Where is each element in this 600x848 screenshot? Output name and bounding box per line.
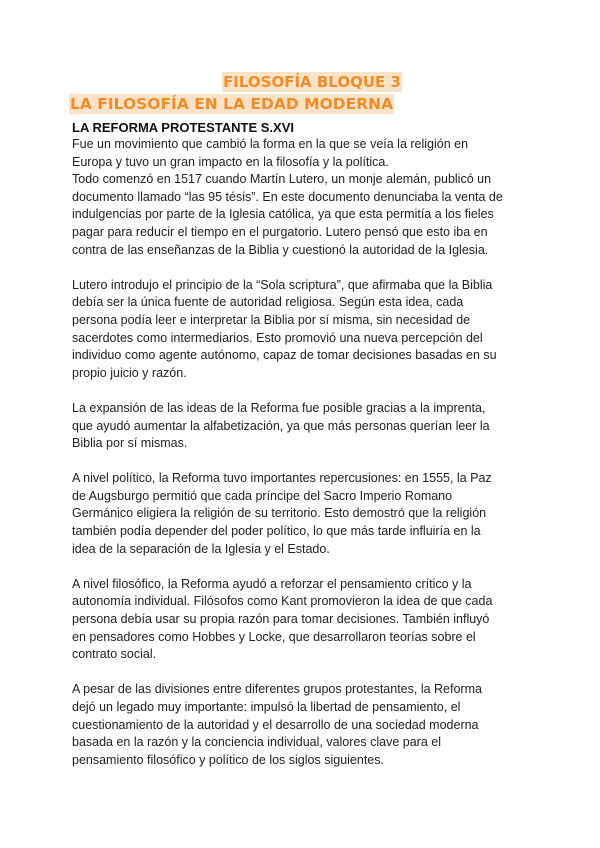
paragraph-line: sacerdotes como intermediarios. Esto promovió una nueva percepción del	[72, 330, 483, 345]
paragraph-gap	[72, 558, 532, 576]
paragraph-line: basada en la razón y la conciencia individual, valores clave para el	[72, 735, 441, 750]
paragraph-line: Fue un movimiento que cambió la forma en la que se veía la religión en	[72, 137, 469, 151]
paragraph-line: A pesar de las divisiones entre diferentes grupos protestantes, la Reforma	[72, 682, 482, 697]
paragraph-line: también podía depender del poder político, lo que más tarde influiría en la	[72, 524, 481, 539]
document-title-text: FILOSOFÍA BLOQUE 3	[223, 73, 401, 91]
paragraph	[72, 681, 532, 769]
paragraph-line: pensamiento filosófico y político de los siglos siguientes.	[72, 752, 384, 767]
paragraph-gap	[72, 382, 532, 400]
paragraph-line: Germánico eligiera la religión de su territorio. Esto demostró que la religión	[72, 506, 487, 521]
paragraph-line: indulgencias por parte de la Iglesia católica, ya que esta permitía a los fieles	[72, 207, 494, 222]
body-text	[72, 136, 532, 769]
paragraph-line: Todo comenzó en 1517 cuando Martín Lutero, un monje alemán, publicó un	[72, 172, 492, 187]
paragraph-line: debía ser la única fuente de autoridad religiosa. Según esta idea, cada	[72, 295, 464, 310]
paragraph-line: en pensadores como Hobbes y Locke, que desarrollaron teorías sobre el	[72, 629, 476, 644]
paragraph-line: Europa y tuvo un gran impacto en la filosofía y la política.	[72, 154, 389, 169]
document-subtitle-text: LA FILOSOFÍA EN LA EDAD MODERNA	[70, 95, 394, 113]
paragraph-line: A nivel político, la Reforma tuvo importantes repercusiones: en 1555, la Paz	[72, 471, 492, 486]
paragraph-line: documento llamado “las 95 tésis”. En este documento denunciaba la venta de	[72, 189, 503, 204]
section-heading: LA REFORMA PROTESTANTE S.XVI	[72, 120, 294, 135]
paragraph	[72, 400, 532, 453]
paragraph	[72, 576, 532, 664]
paragraph-line: idea de la separación de la Iglesia y el Estado.	[72, 541, 330, 556]
paragraph-line: contrato social.	[72, 647, 157, 662]
paragraph	[72, 470, 532, 558]
paragraph-gap	[72, 453, 532, 471]
paragraph-line: propio juicio y razón.	[72, 365, 187, 380]
paragraph-line: Biblia por sí mismas.	[72, 436, 188, 451]
paragraph-line: dejó un legado muy importante: impulsó la libertad de pensamiento, el	[72, 700, 461, 714]
document-title	[72, 72, 532, 94]
paragraph-line: A nivel filosófico, la Reforma ayudó a reforzar el pensamiento crítico y la	[72, 576, 472, 591]
paragraph-line: cuestionamiento de la autoridad y el desarrollo de una sociedad moderna	[72, 717, 479, 732]
paragraph-line: de Augsburgo permitió que cada príncipe del Sacro Imperio Romano	[72, 488, 453, 503]
paragraph-line: autonomía individual. Filósofos como Kant promovieron la idea de que cada	[72, 594, 493, 609]
paragraph-gap	[72, 259, 532, 277]
paragraph	[72, 136, 532, 259]
paragraph	[72, 277, 532, 383]
document-page	[72, 72, 532, 769]
paragraph-line: pagar para reducir el tiempo en el purgatorio. Lutero pensó que esto iba en	[72, 224, 488, 239]
paragraph-line: persona podía leer e interpretar la Biblia por sí misma, sin necesidad de	[72, 312, 471, 327]
paragraph-line: Lutero introdujo el principio de la “Sola scriptura”, que afirmaba que la Biblia	[72, 277, 493, 292]
paragraph-gap	[72, 664, 532, 682]
paragraph-line: La expansión de las ideas de la Reforma fue posible gracias a la imprenta,	[72, 400, 486, 415]
paragraph-line: individuo como agente autónomo, capaz de tomar decisiones basadas en su	[72, 348, 497, 363]
paragraph-line: contra de las enseñanzas de la Biblia y cuestionó la autoridad de la Iglesia.	[72, 242, 489, 257]
document-subtitle	[69, 94, 532, 120]
paragraph-line: persona debía usar su propia razón para tomar decisiones. También influyó	[72, 612, 490, 627]
paragraph-line: que ayudó aumentar la alfabetización, ya que más personas querían leer la	[72, 418, 490, 433]
